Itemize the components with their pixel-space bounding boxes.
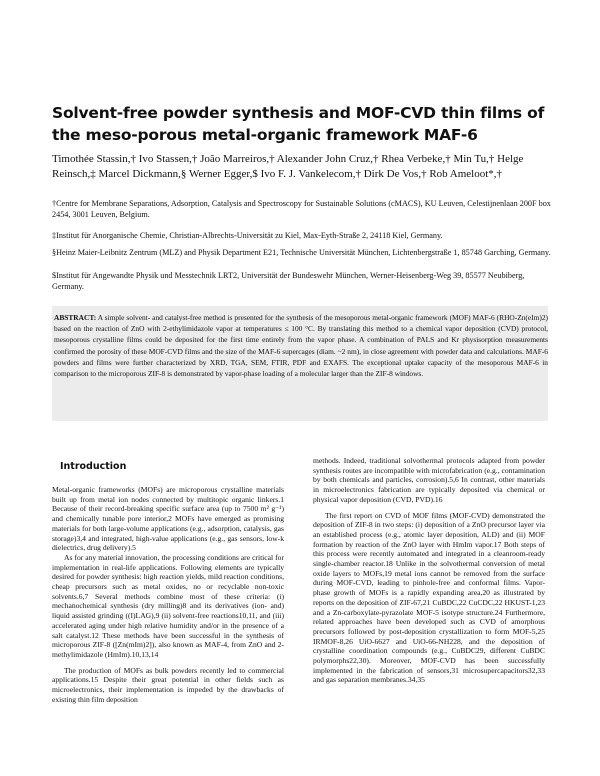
- affiliation-3: §Heinz Maier-Leibnitz Zentrum (MLZ) and Physik Department E21, Technische Universität München, Lichtenbergstraße 1, 85748 Garching, Germany.: [52, 248, 551, 257]
- left-column: [52, 485, 284, 704]
- author-list: Timothée Stassin,† Ivo Stassen,† João Marreiros,† Alexander John Cruz,† Rhea Verbeke,† Min Tu,† Helge Reinsch,‡ Marcel Dickmann,§ Werner Egger,$ Ivo F. J. Vankelecom,† Dirk De Vos,† Rob Ameloot*,†: [52, 153, 524, 180]
- abstract-label: ABSTRACT:: [54, 313, 97, 322]
- right-column: [313, 456, 545, 685]
- abstract: [54, 312, 548, 379]
- affiliation-4: $Institut für Angewandte Physik und Messtechnik LRT2, Universität der Bundeswehr München, Werner-Heisenberg-Weg 39, 85577 Neubiberg, Germany.: [52, 271, 525, 292]
- paper-title: Solvent-free powder synthesis and MOF-CVD thin films of the meso-porous metal-organic framework MAF-6: [52, 104, 545, 144]
- abstract-text: A simple solvent- and catalyst-free method is presented for the synthesis of the mesoporous metal-organic framework (MOF) MAF-6 (RHO-Zn(eIm)2) based on the reaction of ZnO with 2-ethylimidazole vapor at temperatures ≤ 100 °C. By translating this method to a chemical vapor deposition (CVD) protocol, mesoporous crystalline films could be deposited for the first time entirely from the vapor phase. A combination of PALS and Kr physisorption measurements confirmed the porosity of these MOF-CVD films and the size of the MAF-6 supercages (diam. ~2 nm), in close agreement with powder data and calculations. MAF-6 powders and films were further characterized by XRD, TGA, SEM, FTIR, PDF and EXAFS. The exceptional uptake capacity of the mesoporous MAF-6 in comparison to the microporous ZIF-8 is demonstrated by vapor-phase loading of a molecular larger than the ZIF-8 windows.: [54, 313, 548, 379]
- intro-paragraph-5: The first report on CVD of MOF films (MOF-CVD) demonstrated the deposition of ZIF-8 in two steps: (i) deposition of a ZnO precursor layer via an established process (e.g., atomic layer deposition, ALD) and (ii) MOF formation by reaction of the ZnO layer with HmIm vapor.17 Both steps of this process were recently automated and integrated in a cleanroom-ready single-chamber reactor.18 Unlike in the solvothermal conversion of metal oxide layers to MOFs,19 metal ions cannot be removed from the surface during MOF-CVD, leading to pinhole-free and conformal films. Vapor-phase growth of MOFs is a rapidly expanding area,20 as illustrated by reports on the deposition of ZIF-67,21 CuBDC,22 CuCDC,22 HKUST-1,23 and a Zn-carboxylate-pyrazolate MOF-5 isotype structure.24 Furthermore, related approaches have been developed such as CVD of amorphous precursors followed by post-deposition crystallization to form MOF-5,25 IRMOF-8,26 UiO-6627 and UiO-66-NH228, and the deposition of crystalline coordination compounds (e.g., CuBDC29, different CuBDC polymorphs22,30). Moreover, MOF-CVD has been successfully implemented in the fabrication of sensors,31 microsupercapacitors32,33 and gas separation membranes.34,35: [313, 510, 545, 685]
- affiliation-2: ‡Institut für Anorganische Chemie, Christian-Albrechts-Universität zu Kiel, Max-Eyth-Straße 2, 24118 Kiel, Germany.: [52, 231, 443, 240]
- intro-paragraph-1: Metal-organic frameworks (MOFs) are microporous crystalline materials built up from metal ion nodes connected by multitopic organic linkers.1 Because of their record-breaking specific surface area (up to 7500 m² g⁻¹) and chemically tunable pore interior,2 MOFs have emerged as promising materials for both large-volume applications (e.g., adsorption, catalysis, gas storage)3,4 and integrated, high-value applications (e.g., gas sensors, low-k dielectrics, drug delivery).5: [52, 485, 284, 553]
- intro-paragraph-2: As for any material innovation, the processing conditions are critical for implementation in real-life applications. Following elements are typically desired for powder synthesis: high reaction yields, mild reaction conditions, cheap precursors such as metal oxides, no or recyclable non-toxic solvents.6,7 Several methods combine most of these criteria: (i) mechanochemical synthesis (dry milling)8 and its derivatives (ion- and) liquid assisted grinding ((I)LAG),9 (ii) solvent-free reactions10,11, and (iii) accelerated aging under high relative humidity and/or in the presence of a salt catalyst.12 These methods have been successful in the synthesis of microporous ZIF-8 ([Zn(mIm)2]), also known as MAF-4, from ZnO and 2-methylimidazole (HmIm).10,13,14: [52, 552, 284, 659]
- affiliation-1: †Centre for Membrane Separations, Adsorption, Catalysis and Spectroscopy for Sustainable Solutions (cMACS), KU Leuven, Celestijnenlaan 200F box 2454, 3001 Leuven, Belgium.: [52, 199, 551, 220]
- intro-paragraph-3: The production of MOFs as bulk powders recently led to commercial applications.15 Despite their great potential in other fields such as microelectronics, their implementation is impeded by the drawbacks of existing thin film deposition: [52, 665, 284, 704]
- section-heading-introduction: Introduction: [60, 461, 127, 472]
- intro-paragraph-4: methods. Indeed, traditional solvothermal protocols adapted from powder synthesis routes are incompatible with microfabrication (e.g., contamination by both chemicals and particles, corrosion).5,6 In contrast, other materials in microelectronics fabrication are typically deposited via chemical or physical vapor deposition (CVD, PVD).16: [313, 456, 545, 504]
